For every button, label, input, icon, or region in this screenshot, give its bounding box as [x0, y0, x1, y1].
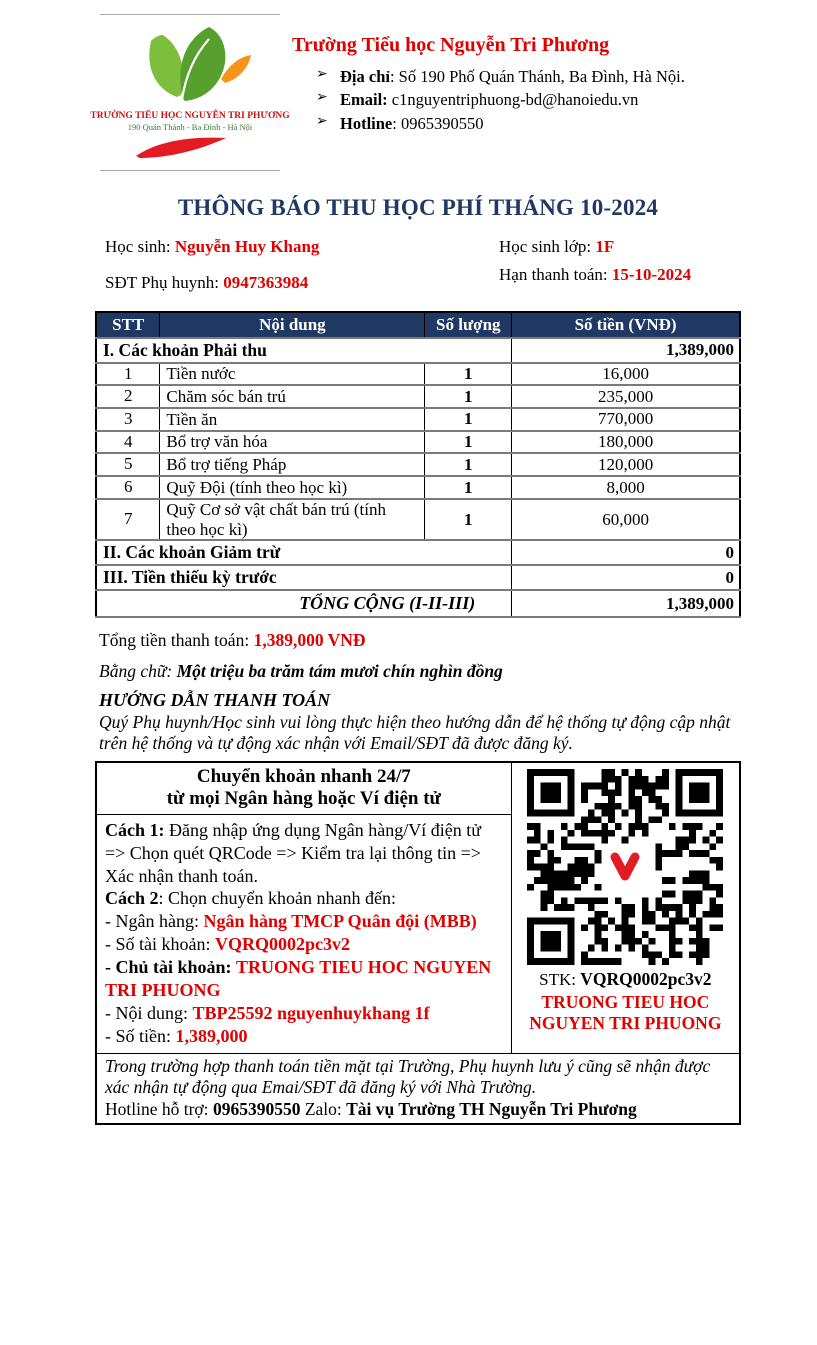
leaves-logo-icon — [125, 23, 255, 109]
school-logo — [90, 14, 290, 171]
section-row-previous-balance: III. Tiền thiếu kỳ trước 0 — [96, 565, 740, 590]
bank-name-value: Ngân hàng TMCP Quân đội (MBB) — [203, 911, 477, 932]
student-right-column — [499, 235, 741, 293]
school-contact-list — [292, 65, 685, 135]
amount-in-words-line: Bằng chữ: Một triệu ba trăm tám mươi chín nghìn đồng — [99, 661, 503, 682]
section-row-receivables: I. Các khoản Phải thu 1,389,000 — [96, 338, 740, 363]
arrow-bullet-icon: ➢ — [316, 90, 328, 106]
fee-table — [95, 311, 741, 618]
section-row-deductions: II. Các khoản Giảm trừ 0 — [96, 540, 740, 565]
summary-section — [95, 630, 741, 753]
due-date-value: 15-10-2024 — [611, 265, 692, 284]
table-row: 5 Bổ trợ tiếng Pháp 1 120,000 — [96, 453, 740, 476]
total-payment-line: Tổng tiền thanh toán: 1,389,000 VNĐ — [99, 630, 366, 651]
page-title: THÔNG BÁO THU HỌC PHÍ THÁNG 10-2024 — [177, 195, 659, 220]
document-header — [90, 0, 741, 171]
transfer-title-cell: Chuyển khoản nhanh 24/7 từ mọi Ngân hàng hoặc Ví điện tử — [96, 762, 511, 814]
table-row: 2 Chăm sóc bán trú 1 235,000 — [96, 385, 740, 408]
transfer-content-value: TBP25592 nguyenhuykhang 1f — [192, 1002, 430, 1023]
parent-phone-line: SĐT Phụ huynh: 0947363984 — [105, 273, 309, 292]
table-row: 3 Tiền ăn 1 770,000 — [96, 408, 740, 431]
header-amount: Số tiền (VNĐ) — [512, 312, 740, 338]
logo-address: 190 Quán Thánh - Ba Đình - Hà Nội — [127, 122, 253, 132]
header-name: Nội dung — [160, 312, 425, 338]
email-line: ➢ Email: c1nguyentriphuong-bd@hanoiedu.vn — [316, 90, 639, 110]
account-holder-value: TRUONG TIEU HOC NGUYEN TRI PHUONG — [105, 956, 492, 1000]
student-class-value: 1F — [595, 237, 615, 256]
vietqr-v-icon — [605, 847, 645, 887]
due-date-line: Hạn thanh toán: 15-10-2024 — [499, 265, 692, 284]
fee-table-header-row — [96, 312, 740, 338]
payment-guide-title: HƯỚNG DẪN THANH TOÁN — [99, 690, 331, 711]
amount-in-words-value: Một triệu ba trăm tám mươi chín nghìn đồng — [176, 661, 503, 682]
student-name-line: Học sinh: Nguyễn Huy Khang — [105, 237, 320, 256]
support-hotline-line: Hotline hỗ trợ: 0965390550 Zalo: Tài vụ Trường TH Nguyễn Tri Phương — [105, 1098, 637, 1119]
address-line: ➢ Địa chỉ: Số 190 Phố Quán Thánh, Ba Đình, Hà Nội. — [316, 67, 685, 86]
payment-guide-text: Quý Phụ huynh/Học sinh vui lòng thực hiện theo hướng dẫn để hệ thống tự động cập nhật trên hệ thống và tự động xác nhận với Email/SĐT đã được đăng ký. — [99, 712, 731, 753]
student-class-line: Học sinh lớp: 1F — [499, 237, 615, 256]
support-phone-value: 0965390550 — [212, 1098, 301, 1119]
student-left-column — [105, 235, 499, 293]
red-swoosh-icon — [130, 134, 250, 160]
table-row: 7 Quỹ Cơ sở vật chất bán trú (tính theo học kì) 1 60,000 — [96, 499, 740, 540]
zalo-name-value: Tài vụ Trường TH Nguyễn Tri Phương — [346, 1098, 637, 1119]
cash-payment-note: Trong trường hợp thanh toán tiền mặt tại Trường, Phụ huynh lưu ý cũng sẽ nhận được xác nhận tự động qua Emai/SĐT đã đăng ký với Nhà Trường. — [105, 1056, 711, 1098]
transfer-amount-value: 1,389,000 — [175, 1025, 248, 1046]
stk-value: VQRQ0002pc3v2 — [580, 968, 712, 989]
table-row: 1 Tiền nước 1 16,000 — [96, 363, 740, 386]
arrow-bullet-icon: ➢ — [316, 113, 328, 129]
header-stt: STT — [96, 312, 160, 338]
hotline-line: ➢ Hotline: 0965390550 — [316, 113, 484, 133]
account-number-value: VQRQ0002pc3v2 — [215, 934, 350, 955]
table-row: 4 Bổ trợ văn hóa 1 180,000 — [96, 431, 740, 454]
qr-code — [527, 769, 723, 965]
stk-line: STK: VQRQ0002pc3v2 — [539, 968, 712, 989]
logo-school-name: TRƯỜNG TIỂU HỌC NGUYỄN TRI PHƯƠNG — [90, 111, 290, 121]
payment-note-cell — [96, 1054, 740, 1124]
total-row: TỔNG CỘNG (I-II-III) 1,389,000 — [96, 590, 740, 617]
student-info — [95, 235, 741, 297]
school-info — [280, 14, 685, 171]
header-qty: Số lượng — [425, 312, 512, 338]
arrow-bullet-icon: ➢ — [316, 67, 328, 82]
student-name-value: Nguyễn Huy Khang — [174, 237, 320, 256]
school-name: Trường Tiểu học Nguyễn Tri Phương — [292, 34, 610, 56]
table-row: 6 Quỹ Đội (tính theo học kì) 1 8,000 — [96, 476, 740, 499]
qr-account-holder: TRUONG TIEU HOC NGUYEN TRI PHUONG — [529, 991, 722, 1033]
qr-cell — [511, 762, 740, 1054]
total-payment-value: 1,389,000 VNĐ — [253, 630, 366, 651]
payment-instructions: Cách 1: Đăng nhập ứng dụng Ngân hàng/Ví điện tử => Chọn quét QRCode => Kiểm tra lại thông tin => Xác nhận thanh toán. Cách 2: Chọn chuyển khoản nhanh đến: - Ngân hàng: Ngân hàng TMCP Quân đội (MBB) - Số tài khoản: VQRQ0002pc3v2 - Chủ tài khoản: TRUONG TIEU HOC NGUYEN TRI PHUONG - Nội dung: TBP25592 nguyenhuykhang 1f - Số tiền: 1,389,000 — [96, 814, 511, 1054]
payment-box — [95, 761, 741, 1125]
parent-phone-value: 0947363984 — [223, 273, 309, 292]
